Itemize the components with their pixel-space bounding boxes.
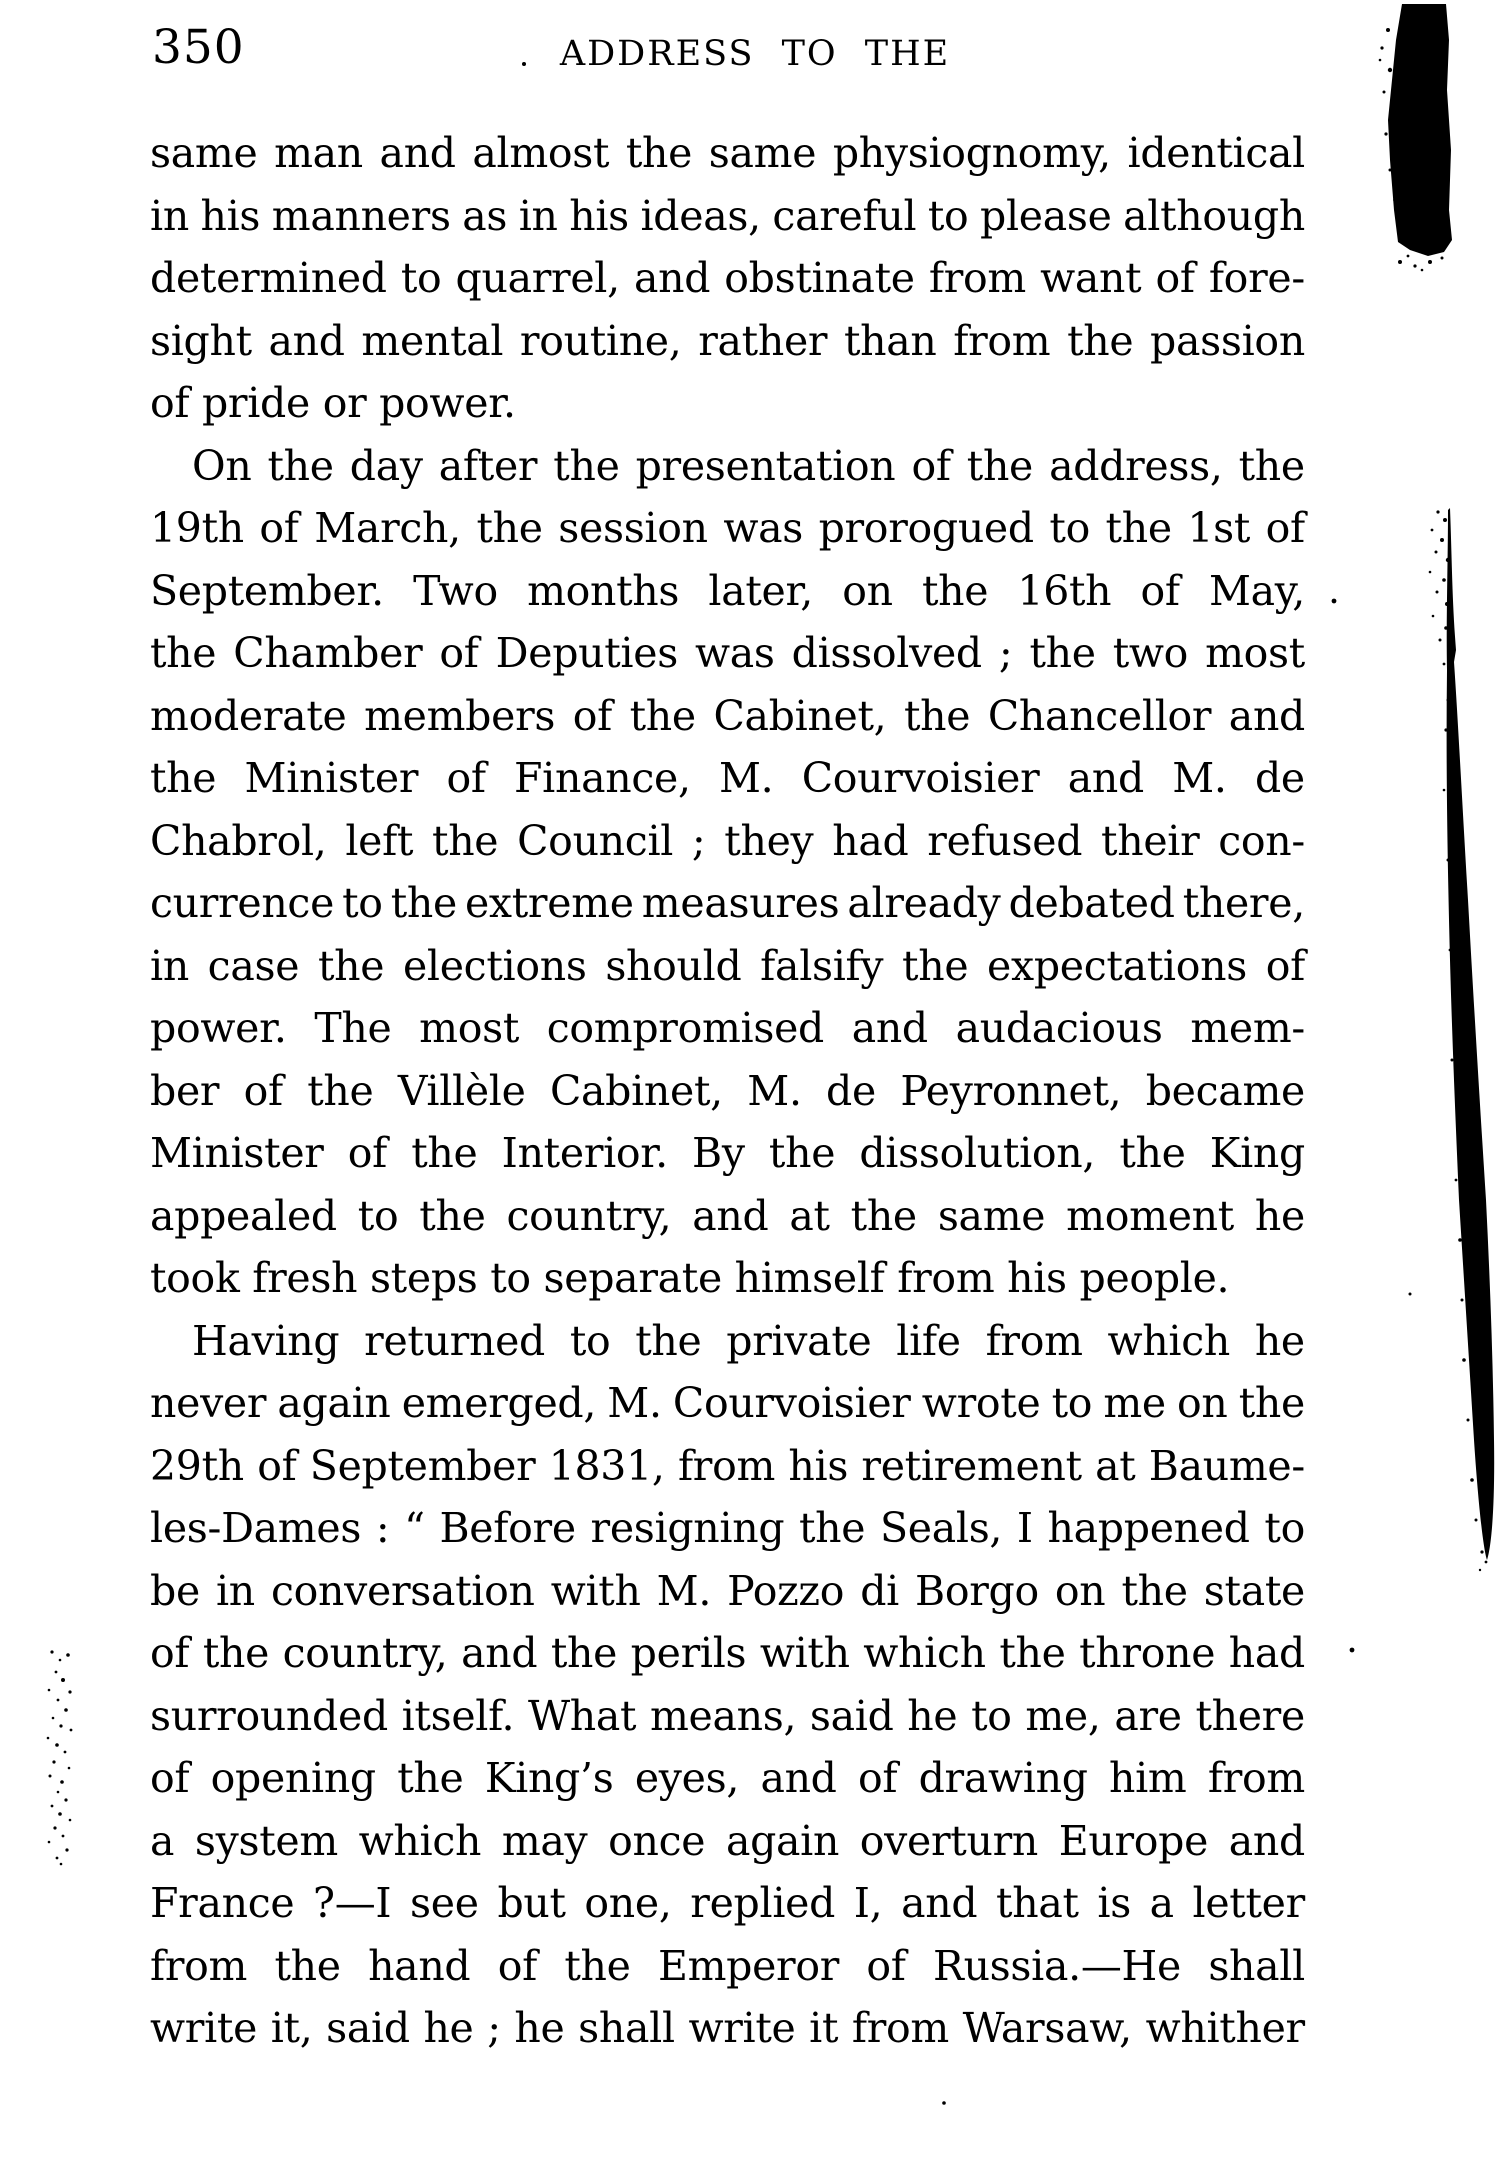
text-line: On the day after the presentation of the address, the [192, 441, 1305, 490]
text-line: the Minister of Finance, M. Courvoisier and M. de [150, 754, 1305, 802]
text-line: same man and almost the same physiognomy, identical [150, 129, 1305, 177]
body-text [150, 122, 1305, 2060]
ink-streak-right-edge-icon [1429, 508, 1494, 1571]
text-line: a system which may once again overturn Europe and [150, 1816, 1305, 1865]
text-line: took fresh steps to separate himself from his people. [150, 1254, 1230, 1302]
text-line: 29th of September 1831, from his retirement at Baume- [150, 1441, 1305, 1490]
text-line: never again emerged, M. Courvoisier wrote to me on the [150, 1379, 1305, 1427]
text-line: of pride or power. [150, 379, 516, 427]
text-line: ber of the Villèle Cabinet, M. de Peyronnet, became [150, 1066, 1305, 1115]
page-number: 350 [152, 20, 245, 75]
ink-blob-top-right-icon [1379, 4, 1452, 271]
text-line: currence to the extreme measures already debated there, [150, 879, 1305, 927]
text-line: France ?—I see but one, replied I, and that is a letter [150, 1879, 1305, 1927]
text-line: moderate members of the Cabinet, the Chancellor and [150, 691, 1305, 740]
text-line: 19th of March, the session was prorogued to the 1st of [150, 504, 1305, 552]
text-line: from the hand of the Emperor of Russia.—He shall [150, 1941, 1305, 1990]
text-line: surrounded itself. What means, said he to me, are there [150, 1691, 1305, 1740]
text-line: les-Dames : “ Before resigning the Seals, I happened to [150, 1504, 1305, 1552]
text-line: determined to quarrel, and obstinate from want of fore- [150, 254, 1305, 302]
text-line: in his manners as in his ideas, careful to please although [150, 191, 1305, 240]
text-line: be in conversation with M. Pozzo di Borgo on the state [150, 1566, 1305, 1615]
text-line: in case the elections should falsify the expectations of [150, 941, 1305, 990]
text-line: of the country, and the perils with which the throne had [150, 1629, 1305, 1677]
text-line: Chabrol, left the Council ; they had refused their con- [150, 816, 1305, 865]
text-line: the Chamber of Deputies was dissolved ; the two most [150, 629, 1305, 677]
text-line: power. The most compromised and audacious mem- [150, 1004, 1305, 1052]
running-header: ADDRESS TO THE [559, 34, 951, 74]
text-line: appealed to the country, and at the same moment he [150, 1191, 1305, 1240]
text-line: Having returned to the private life from which he [192, 1316, 1305, 1365]
text-line: September. Two months later, on the 16th of May, [150, 566, 1305, 615]
text-line: write it, said he ; he shall write it from Warsaw, whither [150, 2004, 1305, 2052]
speckle-band-left-icon [47, 1650, 73, 1865]
text-line: of opening the King’s eyes, and of drawing him from [150, 1754, 1305, 1802]
text-line: sight and mental routine, rather than from the passion [150, 316, 1305, 365]
text-line: Minister of the Interior. By the dissolution, the King [150, 1129, 1305, 1177]
